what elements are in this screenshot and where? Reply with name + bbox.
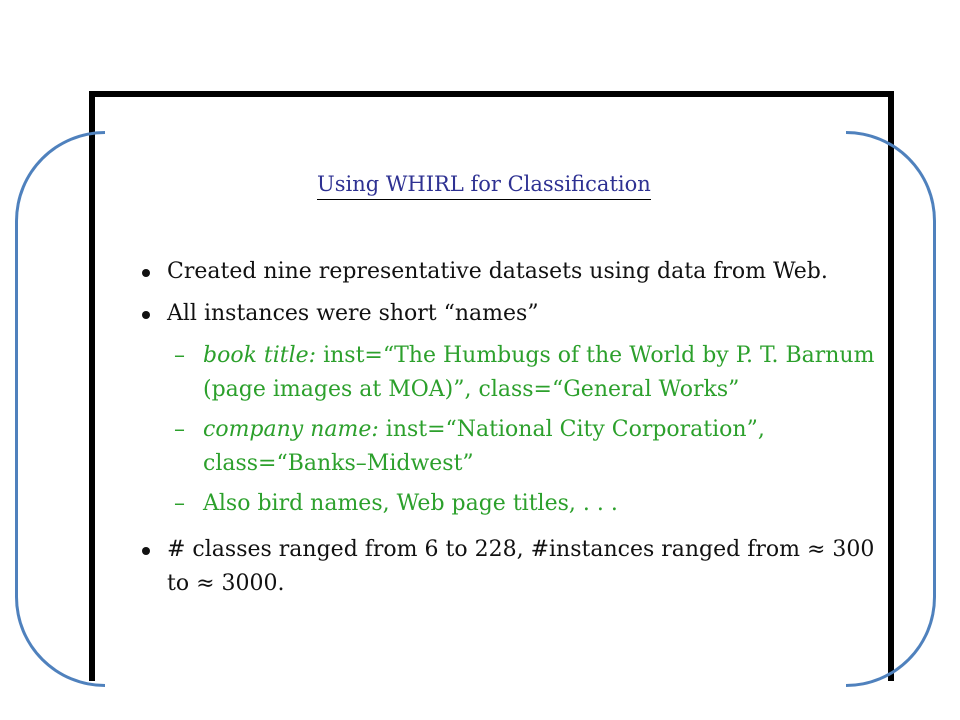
sub-item bbox=[140, 487, 875, 521]
dash-marker: – bbox=[174, 417, 185, 442]
sub-item-label: company name: bbox=[203, 417, 379, 442]
slide-content bbox=[140, 255, 875, 609]
bullet-dot-icon bbox=[142, 547, 150, 555]
bullet-item bbox=[140, 255, 875, 289]
sub-item-text: inst=“National City Corporation”, class=“Banks–Midwest” bbox=[203, 417, 765, 476]
sub-item bbox=[140, 413, 875, 481]
slide-frame-top bbox=[89, 91, 894, 97]
dash-marker: – bbox=[174, 491, 185, 516]
bullet-dot-icon bbox=[142, 311, 150, 319]
bullet-text: All instances were short “names” bbox=[167, 301, 539, 326]
bullet-text: Created nine representative datasets using data from Web. bbox=[167, 259, 828, 284]
left-bracket-decoration bbox=[15, 131, 105, 687]
sub-item-label: book title: bbox=[203, 343, 317, 368]
dash-marker: – bbox=[174, 343, 185, 368]
sub-item-text: inst=“The Humbugs of the World by P. T. Barnum (page images at MOA)”, class=“General Works” bbox=[203, 343, 875, 402]
bullet-dot-icon bbox=[142, 269, 150, 277]
bullet-item bbox=[140, 297, 875, 331]
sub-item-text: Also bird names, Web page titles, . . . bbox=[203, 491, 618, 516]
sub-list bbox=[140, 339, 875, 521]
sub-item bbox=[140, 339, 875, 407]
slide-title: Using WHIRL for Classification bbox=[317, 172, 651, 200]
bullet-item bbox=[140, 533, 875, 601]
bullet-text: # classes ranged from 6 to 228, #instances ranged from ≈ 300 to ≈ 3000. bbox=[167, 537, 875, 596]
